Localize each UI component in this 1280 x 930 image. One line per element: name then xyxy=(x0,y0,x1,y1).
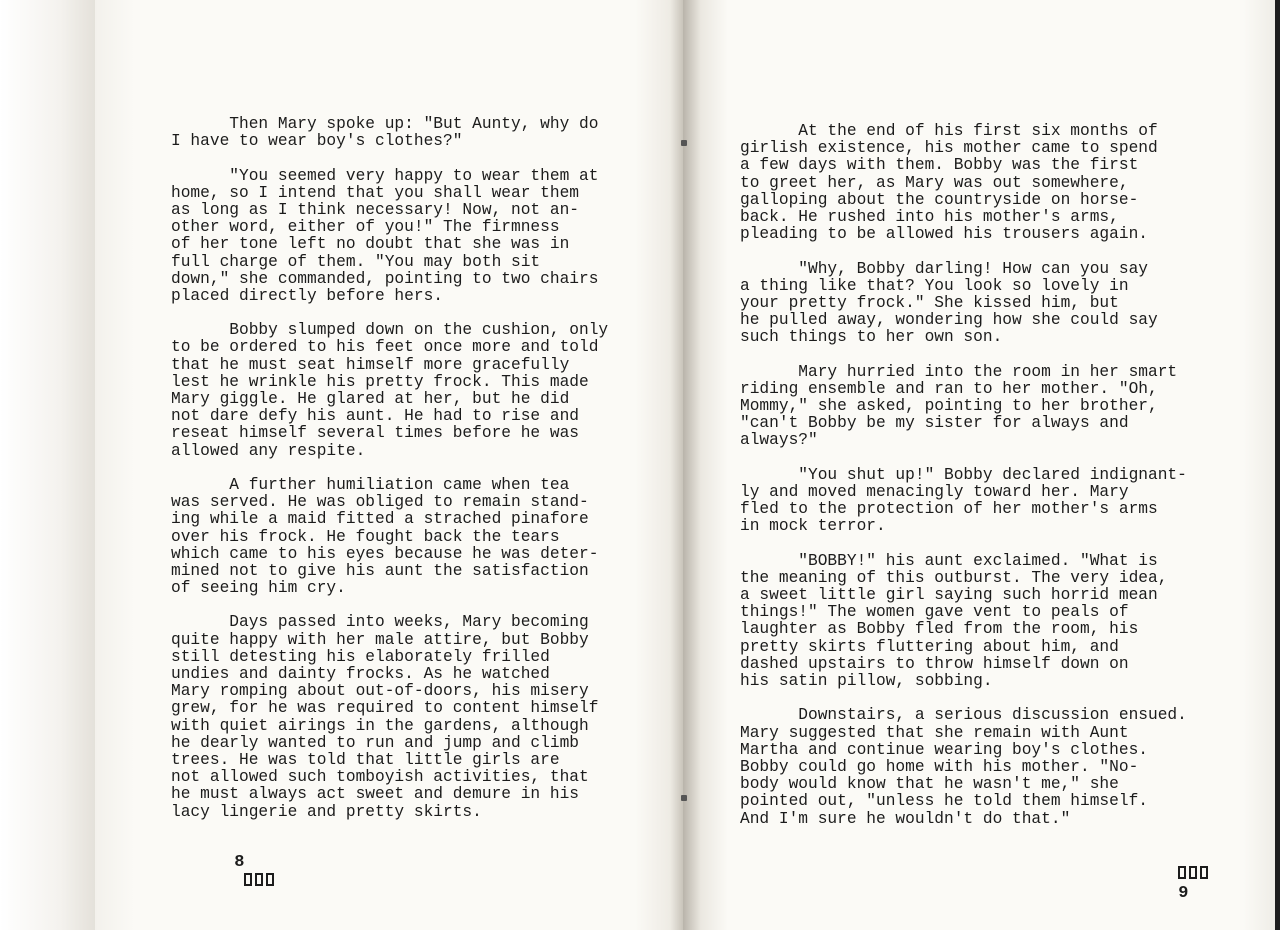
text-line: "You shut up!" Bobby declared indignant- xyxy=(740,465,1187,484)
paragraph-gap xyxy=(171,597,608,614)
text-line: "BOBBY!" his aunt exclaimed. "What is xyxy=(740,551,1158,570)
text-line: other word, either of you!" The firmness xyxy=(171,218,560,237)
right-page-number: 9 xyxy=(1178,884,1189,903)
text-line: ing while a maid fitted a strached pinafore xyxy=(171,510,589,529)
text-line: Mary romping about out-of-doors, his misery xyxy=(171,682,589,701)
paragraph xyxy=(740,364,1187,450)
text-line: he must always act sweet and demure in his xyxy=(171,785,579,804)
paragraph xyxy=(171,477,608,597)
text-line: things!" The women gave vent to peals of xyxy=(740,603,1129,622)
paragraph xyxy=(740,123,1187,243)
text-line: still detesting his elaborately frilled xyxy=(171,647,550,666)
text-line: Mary suggested that she remain with Aunt xyxy=(740,723,1129,742)
text-line: the meaning of this outburst. The very idea, xyxy=(740,568,1168,587)
text-line: mined not to give his aunt the satisfaction xyxy=(171,561,589,580)
folio-ornament xyxy=(1178,865,1221,884)
text-line: in mock terror. xyxy=(740,517,886,536)
text-line: Bobby slumped down on the cushion, only xyxy=(171,321,609,340)
paragraph-gap xyxy=(740,690,1187,707)
text-line: his satin pillow, sobbing. xyxy=(740,672,993,690)
text-line: of her tone left no doubt that she was in xyxy=(171,235,570,254)
right-page-text xyxy=(740,123,1187,828)
text-line: with quiet airings in the gardens, although xyxy=(171,716,589,735)
right-page-folio xyxy=(1117,846,1221,922)
left-page-text xyxy=(171,116,608,821)
text-line: dashed upstairs to throw himself down on xyxy=(740,654,1129,673)
staple-bottom xyxy=(681,795,687,801)
text-line: girlish existence, his mother came to spend xyxy=(740,139,1158,158)
text-line: down," she commanded, pointing to two chairs xyxy=(171,269,599,288)
text-line: Then Mary spoke up: "But Aunty, why do xyxy=(171,115,599,133)
paragraph-gap xyxy=(171,460,608,477)
text-line: a few days with them. Bobby was the first xyxy=(740,156,1139,175)
text-line: of seeing him cry. xyxy=(171,579,346,598)
text-line: pointed out, "unless he told them himself. xyxy=(740,792,1148,811)
text-line: pretty skirts fluttering about him, and xyxy=(740,637,1119,656)
text-line: your pretty frock." She kissed him, but xyxy=(740,293,1119,312)
paragraph xyxy=(171,322,608,460)
paragraph xyxy=(171,614,608,820)
text-line: home, so I intend that you shall wear them xyxy=(171,183,579,202)
text-line: At the end of his first six months of xyxy=(740,122,1158,140)
text-line: to be ordered to his feet once more and told xyxy=(171,338,599,357)
paragraph-gap xyxy=(740,536,1187,553)
text-line: Mommy," she asked, pointing to her brother, xyxy=(740,397,1158,415)
text-line: galloping about the countryside on horse- xyxy=(740,190,1139,209)
text-line: such things to her own son. xyxy=(740,328,1003,347)
text-line: fled to the protection of her mother's arms xyxy=(740,500,1158,519)
paragraph-gap xyxy=(740,243,1187,260)
text-line: placed directly before hers. xyxy=(171,286,443,305)
text-line: allowed any respite. xyxy=(171,441,366,460)
left-page-number: 8 xyxy=(234,853,245,872)
paragraph xyxy=(171,116,608,150)
text-line: Mary giggle. He glared at her, but he did xyxy=(171,390,570,408)
paragraph-gap xyxy=(171,305,608,322)
text-line: to greet her, as Mary was out somewhere, xyxy=(740,173,1129,192)
text-line: which came to his eyes because he was deter- xyxy=(171,544,599,563)
text-line: Bobby could go home with his mother. "No- xyxy=(740,757,1139,776)
text-line: A further humiliation came when tea xyxy=(171,475,570,494)
text-line: body would know that he wasn't me," she xyxy=(740,775,1119,794)
text-line: not allowed such tomboyish activities, that xyxy=(171,768,589,787)
text-line: laughter as Bobby fled from the room, his xyxy=(740,620,1139,639)
text-line: a sweet little girl saying such horrid mean xyxy=(740,586,1158,605)
text-line: ly and moved menacingly toward her. Mary xyxy=(740,482,1129,501)
paragraph-gap xyxy=(740,450,1187,467)
paragraph xyxy=(740,261,1187,347)
text-line: not dare defy his aunt. He had to rise and xyxy=(171,407,579,426)
text-line: "can't Bobby be my sister for always and xyxy=(740,414,1129,433)
text-line: Downstairs, a serious discussion ensued. xyxy=(740,706,1187,725)
text-line: Days passed into weeks, Mary becoming xyxy=(171,613,589,632)
left-margin-edge xyxy=(0,0,95,930)
text-line: full charge of them. "You may both sit xyxy=(171,252,541,271)
staple-top xyxy=(681,140,687,146)
text-line: always?" xyxy=(740,431,818,450)
text-line: he pulled away, wondering how she could say xyxy=(740,311,1158,330)
paragraph-gap xyxy=(740,346,1187,363)
text-line: over his frock. He fought back the tears xyxy=(171,527,560,546)
text-line: back. He rushed into his mother's arms, xyxy=(740,207,1119,226)
text-line: "Why, Bobby darling! How can you say xyxy=(740,259,1148,278)
text-line: Mary hurried into the room in her smart xyxy=(740,362,1178,381)
text-line: quite happy with her male attire, but Bobby xyxy=(171,630,589,649)
text-line: Martha and continue wearing boy's clothes. xyxy=(740,740,1148,759)
text-line: lacy lingerie and pretty skirts. xyxy=(171,802,482,821)
text-line: a thing like that? You look so lovely in xyxy=(740,276,1129,295)
text-line: he dearly wanted to run and jump and climb xyxy=(171,733,579,752)
text-line: And I'm sure he wouldn't do that." xyxy=(740,809,1071,828)
paragraph xyxy=(740,707,1187,827)
left-page-folio xyxy=(173,834,277,910)
text-line: trees. He was told that little girls are xyxy=(171,750,560,769)
left-page xyxy=(95,0,683,930)
text-line: "You seemed very happy to wear them at xyxy=(171,166,599,185)
paragraph xyxy=(740,553,1187,691)
paragraph-gap xyxy=(171,150,608,167)
paragraph xyxy=(171,168,608,306)
folio-ornament xyxy=(234,872,277,891)
text-line: reseat himself several times before he was xyxy=(171,424,579,443)
text-line: that he must seat himself more gracefully xyxy=(171,355,570,374)
paragraph xyxy=(740,467,1187,536)
text-line: undies and dainty frocks. As he watched xyxy=(171,665,550,683)
text-line: pleading to be allowed his trousers again. xyxy=(740,225,1148,244)
text-line: as long as I think necessary! Now, not an- xyxy=(171,200,579,219)
text-line: grew, for he was required to content himself xyxy=(171,699,599,718)
text-line: lest he wrinkle his pretty frock. This made xyxy=(171,372,589,391)
right-scan-edge xyxy=(1275,0,1280,930)
text-line: I have to wear boy's clothes?" xyxy=(171,132,463,151)
text-line: riding ensemble and ran to her mother. "Oh, xyxy=(740,379,1158,398)
text-line: was served. He was obliged to remain stand- xyxy=(171,493,589,512)
right-page xyxy=(683,0,1275,930)
